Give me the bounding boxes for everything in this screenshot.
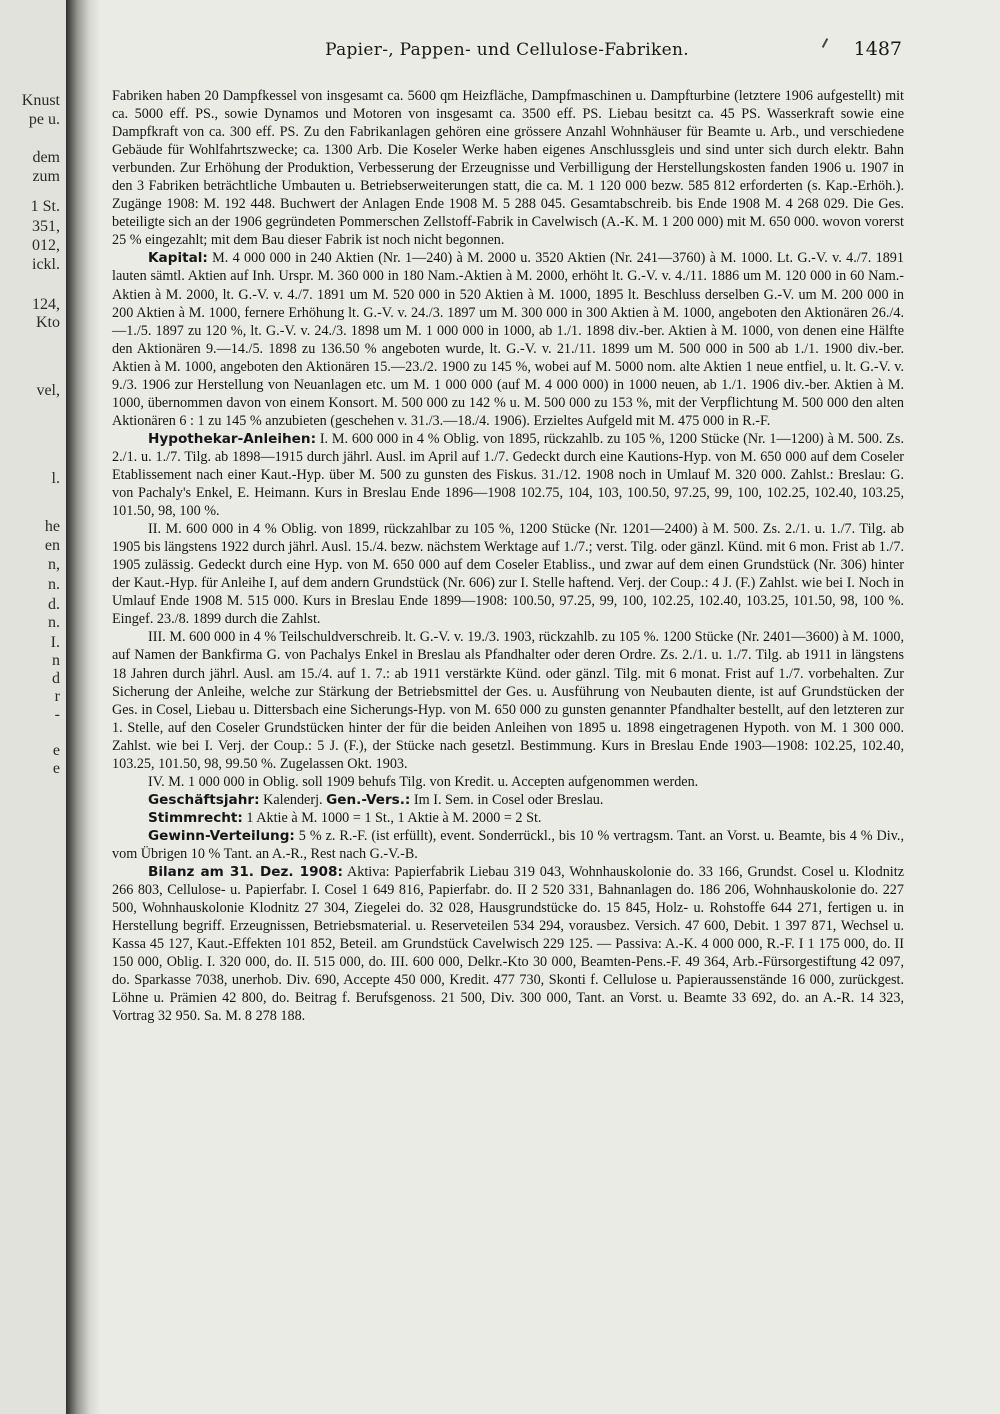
paragraph-text: Fabriken haben 20 Dampfkessel von insgesamt ca. 5600 qm Heizfläche, Dampfmaschinen u. Dampfturbine (letztere 1906 aufgestellt) mit ca. 5000 eff. PS., sowie Dynamos und Motoren von insgesamt ca. 3500 eff. PS. Liebau besitzt ca. 45 PS. Wasserkraft sowie eine Dampfkraft von ca. 300 eff. PS. Zu den Fabrikanlagen gehören eine grössere Anzahl Wohnhäuser für Beamte u. Arb., und verschiedene Gebäude für Wohlfahrtszwecke; ca. 1300 Arb. Die Koseler Werke haben eigenes Anschlussgleis und sind unter sich durch elektr. Bahn verbunden. Zur Erhöhung der Produktion, Verbesserung der Erzeugnisse und Verbilligung der Herstellungskosten fanden 1906 u. 1907 in den 3 Fabriken beträchtliche Umbauten u. Betriebserweiterungen statt, die ca. M. 1 120 000 bezw. 585 812 erforderten (s. Kap.-Erhöh.). Zugänge 1908: M. 192 448. Buchwert der Anlagen Ende 1908 M. 5 288 045. Gesamtabschreib. bis Ende 1908 M. 4 268 029. Die Ges. beteiligte sich an der 1906 gegründeten Pommerschen Zellstoff-Fabrik in Cavelwisch (A.-K. M. 1 200 000) mit M. 650 000. wovon vorerst 25 % eingezahlt; mit dem Bau dieser Fabrik ist noch nicht begonnen.	[112, 88, 904, 249]
paragraph	[112, 827, 904, 863]
margin-fragment: n.	[48, 576, 60, 593]
paragraph	[112, 628, 904, 772]
margin-fragment: l.	[51, 470, 60, 487]
margin-fragment: 351,	[32, 218, 60, 235]
adjacent-page-margin	[0, 0, 66, 1414]
margin-fragment: Kto	[36, 314, 60, 331]
paragraph-text: 5 % z. R.-F. (ist erfüllt), event. Sonderrückl., bis 10 % vertragsm. Tant. an Vorst. u. Beamte, bis 4 % Div., vom Übrigen 10 % Tant. an A.-R., Rest nach G.-V.-B.	[112, 827, 904, 862]
margin-fragment: e	[52, 760, 60, 777]
paragraph	[112, 430, 904, 520]
margin-fragment: e	[52, 742, 60, 759]
margin-fragment: Knust	[21, 92, 60, 109]
margin-fragment: dem	[32, 149, 60, 166]
margin-fragment: n	[52, 652, 60, 669]
body-text	[112, 87, 904, 1025]
margin-fragment: I.	[50, 634, 60, 651]
margin-fragment: 1 St.	[30, 198, 60, 215]
paragraph-text: Kalenderj.	[259, 791, 327, 808]
paragraph-text: M. 4 000 000 in 240 Aktien (Nr. 1—240) à M. 2000 u. 3520 Aktien (Nr. 241—3760) à M. 1000. Lt. G.-V. v. 4./7. 1891 lauten sämtl. Aktien auf Inh. Urspr. M. 360 000 in 180 Nam.-Aktien à M. 2000, erhöht lt. G.-V. v. 4./11. 1886 um M. 120 000 in 60 Nam.-Aktien à M. 2000, lt. G.-V. v. 4./7. 1891 um M. 520 000 in 520 Aktien à M. 1000, 1895 lt. Beschluss derselben G.-V. um M. 200 000 in 200 Aktien à M. 1000, fernere Erhöhung lt. G.-V. v. 24./3. 1897 um M. 300 000 in 300 Aktien à M. 1000, angeboten den Aktionären 26./4.—1./5. 1897 zu 120 %, lt. G.-V. v. 24./3. 1898 um M. 1 000 000 in 1000, ab 1./1. 1898 div.-ber. Aktien à M. 1000, von denen eine Hälfte den Aktionären 9.—14./5. 1898 zu 136.50 % angeboten wurde, lt. G.-V. v. 21./11. 1899 um M. 500 000 in 500 ab 1./1. 1900 div.-ber. Aktien à M. 1000, angeboten den Aktionären 15.—23./2. 1900 zu 145 %, wobei auf M. 5000 nom. alte Aktien 1 neue entfiel, u. lt. G.-V. v. 9./3. 1906 zur Herstellung von Neuanlagen etc. um M. 1 000 000 (auf M. 4 000 000) in 1000 neuen, ab 1./1. 1906 div.-ber. Aktien à M. 1000, übernommen davon von einem Konsort. M. 500 000 zu 142 % u. M. 500 000 zu 153 %, mit der Verpflichtung M. 500 000 den alten Aktionären 6 : 1 zu 145 % anzubieten (geschehen v. 31./3.—18./4. 1906). Erzieltes Aufgeld mit M. 475 000 in R.-F.	[112, 250, 904, 429]
margin-fragment: n,	[48, 556, 60, 573]
section-heading: Gewinn-Verteilung:	[148, 827, 295, 844]
paragraph	[112, 773, 904, 791]
running-header	[112, 36, 902, 66]
page-title: Papier-, Pappen- und Cellulose-Fabriken.	[325, 40, 689, 60]
section-heading: Kapital:	[148, 250, 208, 267]
margin-fragment: he	[44, 518, 60, 535]
paragraph	[112, 791, 904, 809]
paragraph-text: 1 Aktie à M. 1000 = 1 St., 1 Aktie à M. 2000 = 2 St.	[242, 809, 542, 826]
margin-fragment: vel,	[36, 382, 60, 399]
margin-fragment: zum	[32, 168, 60, 185]
margin-fragment: en	[44, 537, 60, 554]
margin-fragment: d.	[48, 596, 60, 613]
paragraph-text: IV. M. 1 000 000 in Oblig. soll 1909 behufs Tilg. von Kredit. u. Accepten aufgenommen werden.	[148, 773, 699, 790]
paragraph	[112, 863, 904, 1025]
page-number: 1487	[853, 38, 902, 60]
paragraph	[112, 809, 904, 827]
paragraph-text: Im I. Sem. in Cosel oder Breslau.	[410, 791, 604, 808]
margin-fragment: 124,	[32, 296, 60, 313]
margin-fragment: pe u.	[28, 111, 60, 128]
paragraph-text: I. M. 600 000 in 4 % Oblig. von 1895, rückzahlb. zu 105 %, 1200 Stücke (Nr. 1—1200) à M. 500. Zs. 2./1. u. 1./7. Tilg. ab 1898—1915 durch jährl. Ausl. im April auf 1./7. Gedeckt durch eine Kautions-Hyp. von M. 650 000 auf dem Coseler Etablissement nach einer Kaut.-Hyp. über M. 500 zu gunsten des Fiskus. 31./12. 1908 noch in Umlauf M. 320 000. Zahlst.: Breslau: G. von Pachaly's Enkel, E. Heimann. Kurs in Breslau Ende 1896—1908 102.75, 104, 103, 100.50, 97.25, 99, 100, 102.25, 102.40, 103.25, 101.50, 98, 100 %.	[112, 430, 904, 520]
paragraph-text: II. M. 600 000 in 4 % Oblig. von 1899, rückzahlbar zu 105 %, 1200 Stücke (Nr. 1201—2400) à M. 500. Zs. 2./1. u. 1./7. Tilg. ab 1905 bis längstens 1922 durch jährl. Ausl. 15./4. bezw. nächstem Werktage auf 1./7.; verst. Tilg. oder gänzl. Künd. mit 6 mon. Frist ab 1./7. 1905 zulässig. Gedeckt durch eine Hyp. von M. 650 000 auf dem Coseler Etabliss., und zwar auf dem einen Grundstück (Nr. 306) hinter der Kaut.-Hyp. für Anleihe I, auf dem andern Grundstück (Nr. 606) zur I. Stelle haftend. Verj. der Coup.: 4 J. (F.) Zahlst. wie bei I. Noch in Umlauf Ende 1908 M. 515 000. Kurs in Breslau Ende 1899—1908: 100.50, 97.25, 99, 100, 102.25, 102.40, 103.25, 101.50, 98, 100 %. Eingef. 23./8. 1899 durch die Zahlst.	[112, 521, 904, 628]
margin-fragment: -	[54, 706, 60, 723]
paragraph-text: III. M. 600 000 in 4 % Teilschuldverschreib. lt. G.-V. v. 19./3. 1903, rückzahlb. zu 105 %. 1200 Stücke (Nr. 2401—3600) à M. 1000, auf Namen der Bankfirma G. von Pachalys Enkel in Breslau als Pfandhalter oder deren Ordre. Zs. 2./1. u. 1./7. Tilg. ab 1911 in längstens 18 Jahren durch jährl. Ausl. am 15./4. auf 1. 7.: ab 1911 verstärkte Künd. oder gänzl. Tilg. mit 6 monat. Frist auf 1./7. vorbehalten. Zur Sicherung der Anleihe, welche zur Stärkung der Betriebsmittel der Ges. u. Ausführung von Neubauten diente, ist auf Grundstücken der Ges. in Cosel, Liebau u. Dittersbach eine Sicherungs-Hyp. von M. 650 000 zu gunsten genannter Pfandhalter bestellt, auf den letzteren zur 1. Stelle, auf den Coseler Grundstücken hinter der für die beiden Anleihen von 1895 u. 1898 eingetragenen Hypoth. von M. 1 300 000. Zahlst. wie bei I. Verj. der Coup.: 5 J. (F.), der Stücke nach gesetzl. Bestimmung. Kurs in Breslau Ende 1903—1908: 102.25, 102.40, 103.25, 101.50, 98, 99.50 %. Zugelassen Okt. 1903.	[112, 629, 904, 772]
margin-fragment: d	[52, 670, 60, 687]
margin-fragment: n.	[48, 614, 60, 631]
binding-shadow	[66, 0, 100, 1414]
margin-fragment: r	[54, 688, 60, 705]
section-heading: Geschäftsjahr:	[148, 791, 260, 808]
paragraph	[112, 520, 904, 628]
section-heading: Bilanz am 31. Dez. 1908:	[148, 864, 343, 881]
section-heading: Hypothekar-Anleihen:	[148, 430, 317, 447]
paragraph	[112, 249, 904, 429]
section-heading: Stimmrecht:	[148, 809, 243, 826]
margin-fragment: 012,	[32, 237, 60, 254]
margin-fragment: ickl.	[32, 256, 60, 273]
paragraph	[112, 87, 904, 249]
section-heading: Gen.-Vers.:	[326, 791, 411, 808]
paragraph-text: Aktiva: Papierfabrik Liebau 319 043, Wohnhauskolonie do. 33 166, Grundst. Cosel u. Klodnitz 266 803, Cellulose- u. Papierfabr. I. Cosel 1 649 816, Papierfabr. do. II 2 520 331, Bahnanlagen do. 186 206, Wohnhauskolonie do. 227 500, Wohnhauskolonie Klodnitz 27 304, Ziegelei do. 32 028, Hausgrundstücke do. 15 845, Holz- u. Rohstoffe 644 271, fertigen u. in Herstellung begriff. Erzeugnissen, Betriebsmaterial. u. Reserveteilen 534 294, vorausbez. Versich. 47 600, Debit. 1 397 871, Wechsel u. Kassa 45 127, Kaut.-Effekten 101 852, Beteil. am Grundstück Cavelwisch 229 125. — Passiva: A.-K. 4 000 000, R.-F. I 1 175 000, do. II 150 000, Oblig. I. 320 000, do. II. 515 000, do. III. 600 000, Delkr.-Kto 30 000, Beamten-Pens.-F. 49 364, Arb.-Fürsorgestiftung 42 097, do. Sparkasse 7038, unerhob. Div. 690, Accepte 450 000, Kredit. 477 730, Skonti f. Cellulose u. Papieraussenstände 16 000, zurückgest. Löhne u. Prämien 42 800, do. Beitrag f. Berufsgenoss. 21 500, Div. 300 000, Tant. an Vorst. u. Beamte 33 692, do. an A.-R. 14 323, Vortrag 32 950. Sa. M. 8 278 188.	[112, 864, 904, 1025]
